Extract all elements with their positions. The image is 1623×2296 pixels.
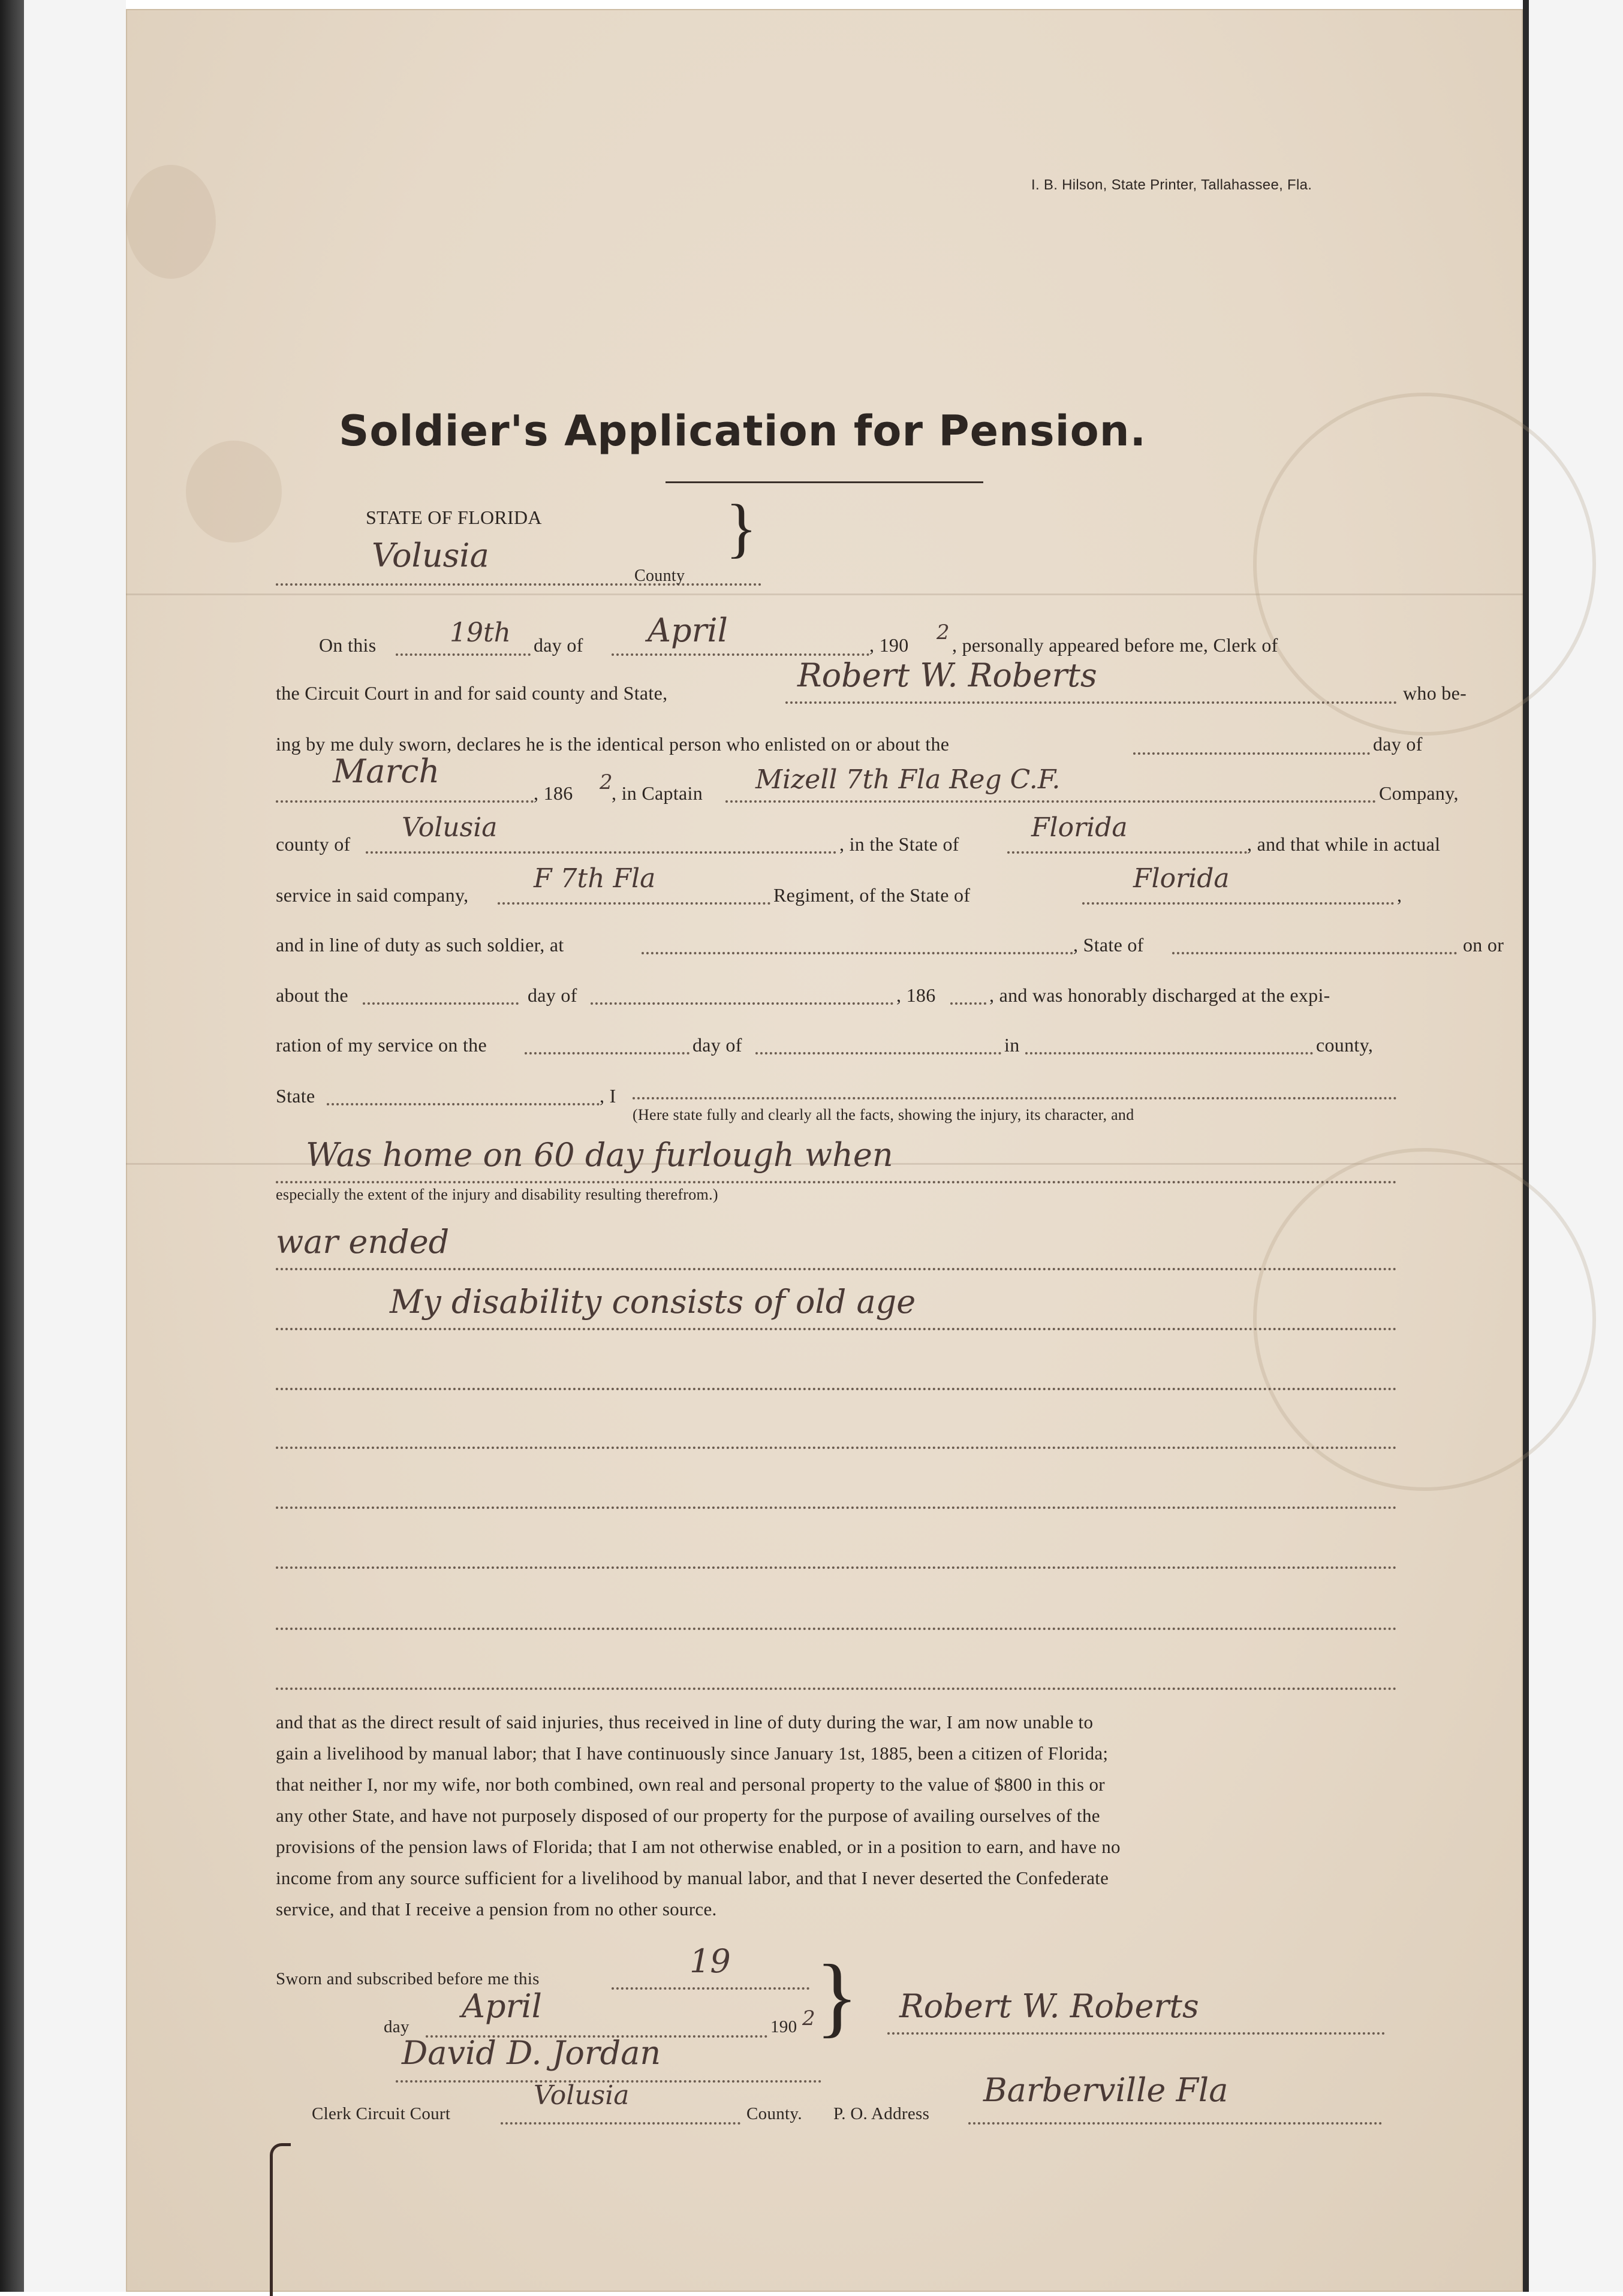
county-value: Volusia — [372, 537, 489, 574]
body-text-line: service, and that I receive a pension from no other source. — [276, 1899, 717, 1920]
scanner-edge-right — [1523, 0, 1529, 2292]
statement-line-2: war ended — [276, 1223, 450, 1261]
form-text: , 186 — [896, 984, 936, 1006]
dotted-line — [968, 2122, 1382, 2125]
scan-margin-right — [1523, 0, 1623, 2292]
form-text: service in said company, — [276, 884, 469, 906]
dotted-line — [396, 653, 531, 656]
form-text: in — [1004, 1034, 1020, 1056]
form-text: the Circuit Court in and for said county and State, — [276, 682, 668, 704]
dotted-line — [591, 1002, 893, 1005]
form-text: day of — [692, 1034, 742, 1056]
applicant-signature: Robert W. Roberts — [899, 1987, 1199, 2025]
dotted-line — [276, 1506, 1397, 1509]
page-title: Soldier's Application for Pension. — [339, 406, 1147, 456]
form-text: , in the State of — [839, 833, 959, 855]
dotted-line — [1133, 752, 1370, 755]
statement-line-3: My disability consists of old age — [390, 1283, 916, 1321]
form-text: , — [1397, 884, 1402, 906]
dotted-line — [950, 1002, 986, 1005]
form-text: , and that while in actual — [1247, 833, 1441, 855]
po-address: Barberville Fla — [983, 2071, 1228, 2109]
county-label: County — [634, 567, 685, 585]
county-of-value: Volusia — [402, 812, 498, 843]
printer-line: I. B. Hilson, State Printer, Tallahassee, Fla. — [1031, 177, 1312, 193]
body-text-line: that neither I, nor my wife, nor both combined, own real and personal property to the value of $800 in this or — [276, 1774, 1105, 1795]
pension-application-document — [126, 9, 1523, 2292]
dotted-line — [498, 902, 770, 905]
state-of-value: Florida — [1031, 812, 1128, 843]
form-text: , State of — [1073, 934, 1144, 956]
body-text-line: income from any source sufficient for a livelihood by manual labor, and that I never deserted the Confederate — [276, 1867, 1109, 1888]
sworn-day: 19 — [689, 1942, 731, 1980]
dotted-line — [755, 1052, 1001, 1054]
body-text-line: any other State, and have not purposely disposed of our property for the purpose of availing ourselves of the — [276, 1805, 1100, 1826]
day-label: day — [384, 2017, 409, 2036]
form-text: On this — [319, 634, 377, 656]
dotted-line — [612, 1987, 809, 1990]
form-text: , in Captain — [612, 782, 703, 804]
form-text: ing by me duly sworn, declares he is the identical person who enlisted on or about the — [276, 733, 950, 755]
scan-margin-left — [24, 0, 126, 2292]
dotted-line — [366, 851, 836, 854]
month-value: April — [648, 611, 728, 649]
captain-company: Mizell 7th Fla Reg C.F. — [755, 764, 1061, 795]
year-value: 2 — [937, 620, 950, 644]
dotted-line — [501, 2122, 740, 2125]
day-value: 19th — [450, 617, 511, 648]
dotted-line — [276, 1628, 1397, 1630]
sworn-label: Sworn and subscribed before me this — [276, 1969, 540, 1988]
dotted-line — [1082, 902, 1394, 905]
form-text: county, — [1316, 1034, 1374, 1056]
form-text: on or — [1463, 934, 1504, 956]
dotted-line — [1007, 851, 1247, 854]
dotted-line — [525, 1052, 689, 1054]
form-text: , 190 — [869, 634, 909, 656]
dotted-line — [276, 1566, 1397, 1569]
enlist-month: March — [333, 752, 440, 790]
statement-line-1: Was home on 60 day furlough when — [306, 1136, 893, 1174]
dotted-line — [612, 653, 869, 656]
clerk-county: Volusia — [534, 2080, 630, 2111]
form-text: , 186 — [534, 782, 573, 804]
brace: } — [815, 1947, 859, 2046]
form-text: and in line of duty as such soldier, at — [276, 934, 564, 956]
form-text: about the — [276, 984, 348, 1006]
body-text-line: and that as the direct result of said injuries, thus received in line of duty during the war, I am now unable to — [276, 1712, 1094, 1732]
dotted-line — [633, 1097, 1397, 1099]
state-label: STATE OF FLORIDA — [366, 507, 542, 528]
dotted-line — [1172, 952, 1457, 954]
sworn-month: April — [462, 1987, 542, 2025]
dotted-line — [725, 800, 1376, 803]
dotted-line — [363, 1002, 519, 1005]
dotted-line — [276, 1328, 1397, 1330]
dotted-line — [887, 2032, 1385, 2035]
dotted-line — [1025, 1052, 1313, 1054]
body-text-line: provisions of the pension laws of Florida; that I am not otherwise enabled, or in a position to earn, and have no — [276, 1836, 1121, 1857]
clerk-signature: David D. Jordan — [402, 2034, 661, 2072]
dotted-line — [276, 1268, 1397, 1270]
dotted-line — [642, 952, 1073, 954]
regiment-value: F 7th Fla — [534, 863, 656, 894]
form-text: State — [276, 1085, 315, 1107]
form-text: ration of my service on the — [276, 1034, 487, 1056]
form-text: , and was honorably discharged at the expi- — [989, 984, 1330, 1006]
embossed-seal — [1253, 1148, 1596, 1491]
form-text: who be- — [1403, 682, 1467, 704]
form-text: day of — [528, 984, 577, 1006]
form-text: , I — [600, 1085, 616, 1107]
form-text: day of — [534, 634, 583, 656]
form-text: Regiment, of the State of — [773, 884, 971, 906]
ink-bracket-mark — [270, 2143, 291, 2296]
enlist-year: 2 — [600, 770, 613, 794]
dotted-line — [327, 1103, 600, 1105]
dotted-line — [276, 1388, 1397, 1390]
form-text: day of — [1373, 733, 1423, 755]
clerk-label: Clerk Circuit Court — [312, 2104, 451, 2123]
sworn-year: 2 — [802, 2006, 815, 2030]
paper-stain — [126, 165, 216, 279]
instruction-note: especially the extent of the injury and disability resulting therefrom.) — [276, 1186, 718, 1203]
body-text-line: gain a livelihood by manual labor; that I have continuously since January 1st, 1885, been a citizen of Florida; — [276, 1743, 1109, 1764]
dotted-line — [276, 800, 534, 803]
dotted-line — [276, 1181, 1397, 1183]
applicant-name: Robert W. Roberts — [797, 656, 1097, 694]
title-rule — [666, 481, 983, 483]
form-text: Company, — [1379, 782, 1459, 804]
dotted-line — [785, 701, 1397, 704]
brace: } — [725, 491, 757, 564]
form-text: , personally appeared before me, Clerk of — [952, 634, 1278, 656]
regiment-state-value: Florida — [1133, 863, 1230, 894]
po-address-label: P. O. Address — [833, 2104, 930, 2123]
form-text: county of — [276, 833, 351, 855]
paper-stain — [186, 441, 282, 543]
dotted-line — [276, 583, 761, 586]
scanner-edge — [0, 0, 24, 2292]
instruction-note: (Here state fully and clearly all the facts, showing the injury, its character, and — [633, 1106, 1134, 1123]
dotted-line — [276, 1447, 1397, 1449]
county-label: County. — [746, 2104, 802, 2123]
year-label: 190 — [770, 2017, 797, 2036]
dotted-line — [276, 1688, 1397, 1690]
